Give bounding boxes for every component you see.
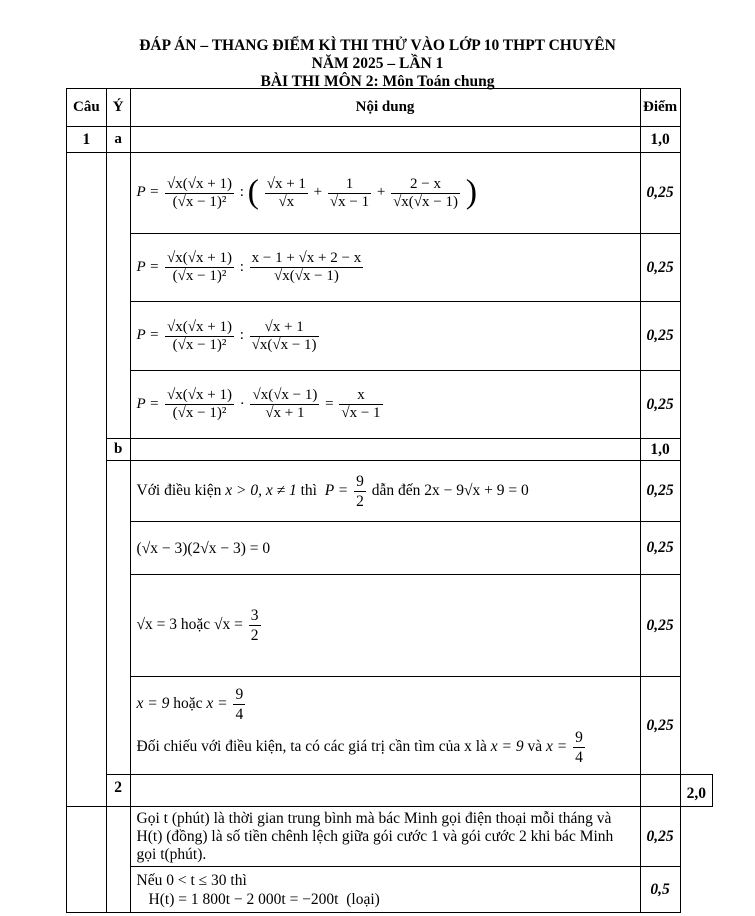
header-content: Nội dung xyxy=(130,89,640,127)
table-row xyxy=(67,807,713,867)
step-score: 0,25 xyxy=(640,575,680,677)
math: x > 0, x ≠ 1 xyxy=(225,481,297,499)
denominator: √x xyxy=(278,193,295,210)
step-score: 0,25 xyxy=(640,302,680,371)
step-score: 0,25 xyxy=(640,807,680,867)
question-number: 2 xyxy=(106,775,130,807)
denominator: √x − 1 xyxy=(329,193,370,210)
math: 2x − 9√x + 9 = 0 xyxy=(424,481,529,499)
step-content xyxy=(130,867,640,913)
math: x = xyxy=(546,737,568,755)
math: + xyxy=(313,184,323,201)
math: : xyxy=(239,184,244,201)
answer-table xyxy=(66,88,713,913)
numerator: 9 xyxy=(575,728,583,746)
title-line-3: BÀI THI MÔN 2: Môn Toán chung xyxy=(260,73,495,90)
math: x = xyxy=(206,694,228,712)
header-cau: Câu xyxy=(67,89,107,127)
numerator: √x(√x − 1) xyxy=(252,387,318,403)
step-content xyxy=(130,302,640,371)
text: và xyxy=(527,737,543,755)
text: hoặc xyxy=(173,694,203,712)
denominator: (√x − 1)² xyxy=(172,268,227,284)
text: Đối chiếu với điều kiện, ta có các giá trị cần tìm của x là xyxy=(136,737,487,755)
math: x = 9 xyxy=(136,694,170,712)
table-row xyxy=(67,461,713,522)
empty-cell xyxy=(106,461,130,775)
table-row xyxy=(67,234,713,302)
numerator: √x + 1 xyxy=(250,319,319,337)
math: + xyxy=(376,184,386,201)
table-row xyxy=(67,371,713,439)
math: H(t) = 1 800t − 2 000t = −200t (loại) xyxy=(148,890,380,908)
question-number: 1 xyxy=(67,127,107,153)
step-content xyxy=(130,677,640,775)
math: P = xyxy=(324,481,349,499)
math: √x = 3 xyxy=(136,616,178,634)
math: : xyxy=(239,258,244,275)
step-content xyxy=(130,234,640,302)
table-row xyxy=(67,127,713,153)
step-score: 0,25 xyxy=(640,234,680,302)
title-line-1: ĐÁP ÁN – THANG ĐIỂM KÌ THI THỬ VÀO LỚP 10 THPT CHUYÊN xyxy=(139,37,616,54)
title-line-2: NĂM 2025 – LẦN 1 xyxy=(311,55,444,72)
part-label: a xyxy=(106,127,130,153)
empty-cell xyxy=(67,153,107,807)
table-row xyxy=(67,302,713,371)
denominator: (√x − 1)² xyxy=(172,193,227,210)
part-score: 1,0 xyxy=(640,439,680,461)
denominator: (√x − 1)² xyxy=(172,336,227,353)
math: (√x − 3)(2√x − 3) = 0 xyxy=(136,539,271,557)
text: dẫn đến xyxy=(371,481,421,499)
numerator: √x(√x + 1) xyxy=(167,318,232,335)
empty-cell xyxy=(130,439,640,461)
step-content xyxy=(130,461,640,522)
denominator: √x − 1 xyxy=(341,405,381,421)
step-score: 0,25 xyxy=(640,677,680,775)
math: P = xyxy=(136,395,160,412)
step-score: 0,5 xyxy=(640,867,680,913)
table-row xyxy=(67,439,713,461)
denominator: (√x − 1)² xyxy=(172,405,227,421)
denominator: 4 xyxy=(235,705,244,723)
header-score: Điểm xyxy=(640,89,680,127)
table-row xyxy=(67,677,713,775)
table-row xyxy=(67,775,713,807)
step-content xyxy=(130,522,640,575)
text: thì xyxy=(300,481,317,499)
math: · xyxy=(239,395,245,412)
step-score: 0,25 xyxy=(640,371,680,439)
denominator: 2 xyxy=(250,627,259,644)
numerator: √x(√x + 1) xyxy=(167,250,232,266)
math: x = 9 xyxy=(490,737,524,755)
empty-cell xyxy=(130,127,640,153)
denominator: √x(√x − 1) xyxy=(393,193,458,210)
part-score: 1,0 xyxy=(640,127,680,153)
step-content xyxy=(130,371,640,439)
text: Với điều kiện xyxy=(136,481,222,499)
math: ) xyxy=(465,174,478,211)
math: √x = xyxy=(214,616,243,634)
empty-cell xyxy=(106,807,130,913)
text: hoặc xyxy=(180,616,211,634)
numerator: x xyxy=(339,387,382,405)
numerator: 3 xyxy=(250,607,259,624)
denominator: √x + 1 xyxy=(265,405,305,421)
numerator: 9 xyxy=(235,685,244,703)
math: P = xyxy=(136,258,160,275)
step-score: 0,25 xyxy=(640,461,680,522)
numerator: 1 xyxy=(328,176,371,194)
math: ( xyxy=(247,174,259,211)
numerator: √x(√x + 1) xyxy=(167,387,232,403)
denominator: 2 xyxy=(356,492,364,510)
numerator: 2 − x xyxy=(391,176,460,194)
denominator: 4 xyxy=(575,748,583,766)
table-header-row xyxy=(67,89,713,127)
numerator: 9 xyxy=(356,472,364,490)
math: P = xyxy=(136,184,160,201)
empty-cell xyxy=(67,807,107,913)
question-score: 2,0 xyxy=(680,775,712,807)
empty-cell xyxy=(130,775,640,807)
part-label: b xyxy=(106,439,130,461)
numerator: x − 1 + √x + 2 − x xyxy=(251,250,362,266)
step-content xyxy=(130,153,640,234)
empty-cell xyxy=(106,153,130,439)
step-score: 0,25 xyxy=(640,522,680,575)
empty-cell xyxy=(640,775,680,807)
denominator: √x(√x − 1) xyxy=(273,268,339,284)
math: P = xyxy=(136,327,160,344)
table-row xyxy=(67,153,713,234)
math: : xyxy=(239,327,244,344)
step-content xyxy=(130,575,640,677)
table-row xyxy=(67,522,713,575)
step-score: 0,25 xyxy=(640,153,680,234)
math: = xyxy=(325,395,334,412)
numerator: √x(√x + 1) xyxy=(167,175,232,192)
numerator: √x + 1 xyxy=(266,175,306,192)
step-content: Gọi t (phút) là thời gian trung bình mà bác Minh gọi điện thoại mỗi tháng và H(t) (đồng) là số tiền chênh lệch giữa gói cước 1 và gói cước 2 khi bác Minh gọi t(phút). xyxy=(130,807,640,867)
denominator: √x(√x − 1) xyxy=(251,336,317,353)
table-row xyxy=(67,575,713,677)
table-row xyxy=(67,867,713,913)
text: Nếu 0 < t ≤ 30 thì xyxy=(136,871,247,889)
header-y: Ý xyxy=(106,89,130,127)
